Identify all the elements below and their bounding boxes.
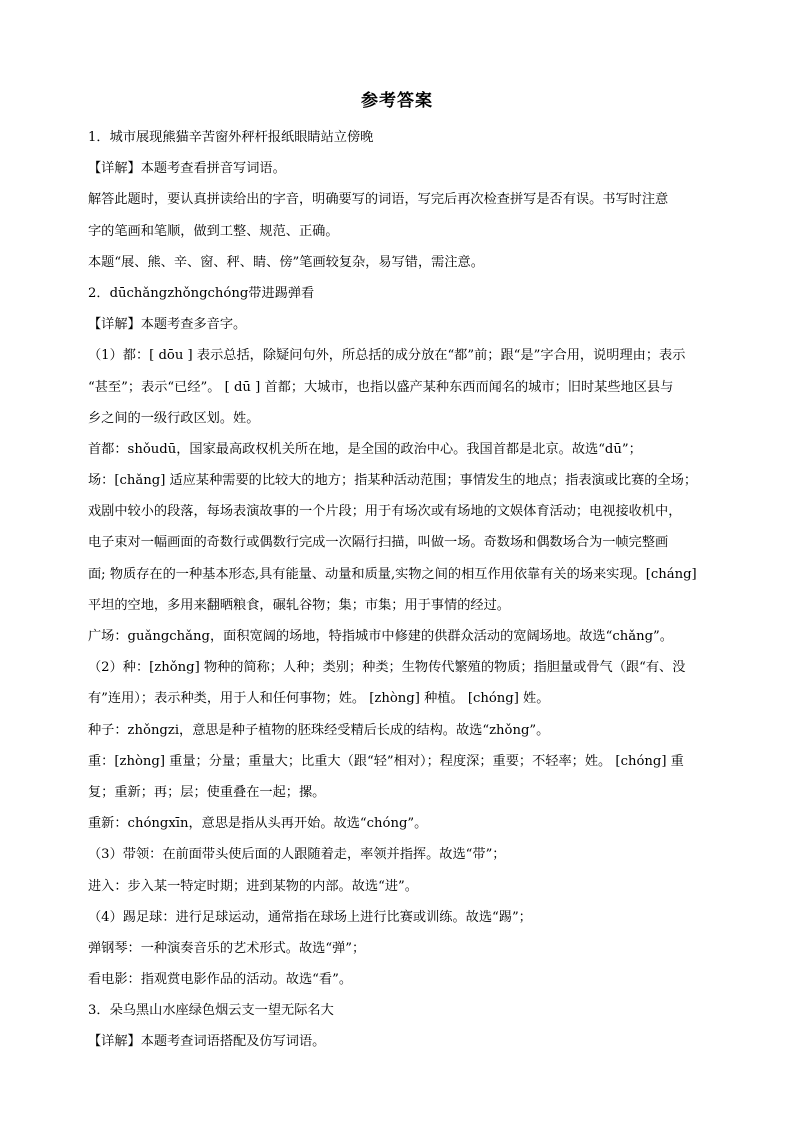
text-line: 1．城市展现熊猫辛苦窗外秤杆报纸眼睛站立傍晚 xyxy=(88,130,374,145)
text-line: 看电影：指观赏电影作品的活动。故选“看”。 xyxy=(88,972,353,988)
text-line: 种子：zhǒngzi，意思是种子植物的胚珠经受精后长成的结构。故选“zhǒng”。 xyxy=(88,722,550,738)
text-line: （1）都：[ dōu ] 表示总括，除疑问句外，所总括的成分放在“都”前；跟“是”字合用，说明理由；表示 xyxy=(88,348,686,364)
text-line: 电子束对一幅画面的奇数行或偶数行完成一次隔行扫描，叫做一场。奇数场和偶数场合为一帧完整画 xyxy=(88,535,669,551)
text-line: 场：[chǎng] 适应某种需要的比较大的地方；指某种活动范围；事情发生的地点；指表演或比赛的全场； xyxy=(88,473,698,489)
text-line: （2）种：[zhǒng] 物种的简称；人种；类别；种类；生物传代繁殖的物质；指胆量或骨气（跟“有、没 xyxy=(88,660,686,676)
text-line: 3．朵乌黑山水座绿色烟云支一望无际名大 xyxy=(88,1003,334,1019)
text-line: 乡之间的一级行政区划。姓。 xyxy=(88,410,260,426)
text-line: 本题“展、熊、辛、窗、秤、睛、傍”笔画较复杂，易写错，需注意。 xyxy=(88,254,484,270)
text-line: 面; 物质存在的一种基本形态,具有能量、动量和质量,实物之间的相互作用依靠有关的场来实现。[cháng] xyxy=(88,566,697,582)
text-line: （4）踢足球：进行足球运动，通常指在球场上进行比赛或训练。故选“踢”； xyxy=(88,909,532,925)
text-line: 字的笔画和笔顺，做到工整、规范、正确。 xyxy=(88,223,339,239)
text-line: 有”连用）；表示种类，用于人和任何事物；姓。 [zhòng] 种植。 [chóng] 姓。 xyxy=(88,691,550,707)
text-line: 【详解】本题考查看拼音写词语。 xyxy=(88,161,286,177)
text-line: 【详解】本题考查词语搭配及仿写词语。 xyxy=(88,1034,326,1050)
text-line: 戏剧中较小的段落，每场表演故事的一个片段；用于有场次或有场地的文娱体育活动；电视接收机中， xyxy=(88,504,682,520)
text-line: 2．dūchǎngzhǒngchóng带进踢弹看 xyxy=(88,285,315,301)
text-line: 首都：shǒudū，国家最高政权机关所在地，是全国的政治中心。我国首都是北京。故选“dū”； xyxy=(88,441,642,457)
text-line: 复；重新；再；层；使重叠在一起；摞。 xyxy=(88,784,326,800)
text-line: 解答此题时，要认真拼读给出的字音，明确要写的词语，写完后再次检查拼写是否有误。书写时注意 xyxy=(88,192,669,208)
text-line: 【详解】本题考查多音字。 xyxy=(88,317,247,333)
text-line: 进入：步入某一特定时期；进到某物的内部。故选“进”。 xyxy=(88,878,418,894)
text-line: 弹钢琴：一种演奏音乐的艺术形式。故选“弹”； xyxy=(88,940,366,956)
text-line: “甚至”；表示“已经”。 [ dū ] 首都；大城市，也指以盛产某种东西而闻名的城市；旧时某些地区县与 xyxy=(88,379,674,395)
text-line: 平坦的空地，多用来翻晒粮食，碾轧谷物；集；市集；用于事情的经过。 xyxy=(88,597,510,613)
text-line: 广场：guǎngchǎng，面积宽阔的场地，特指城市中修建的供群众活动的宽阔场地。故选“chǎng”。 xyxy=(88,629,673,644)
text-line: （3）带领：在前面带头使后面的人跟随着走，率领并指挥。故选“带”； xyxy=(88,847,506,863)
text-line: 重：[zhòng] 重量；分量；重量大；比重大（跟“轻”相对）；程度深；重要；不轻率；姓。 [chóng] 重 xyxy=(88,753,684,769)
page-title: 参考答案 xyxy=(361,91,433,111)
text-line: 重新：chóngxīn，意思是指从头再开始。故选“chóng”。 xyxy=(88,816,428,832)
answer-content xyxy=(88,122,710,1058)
